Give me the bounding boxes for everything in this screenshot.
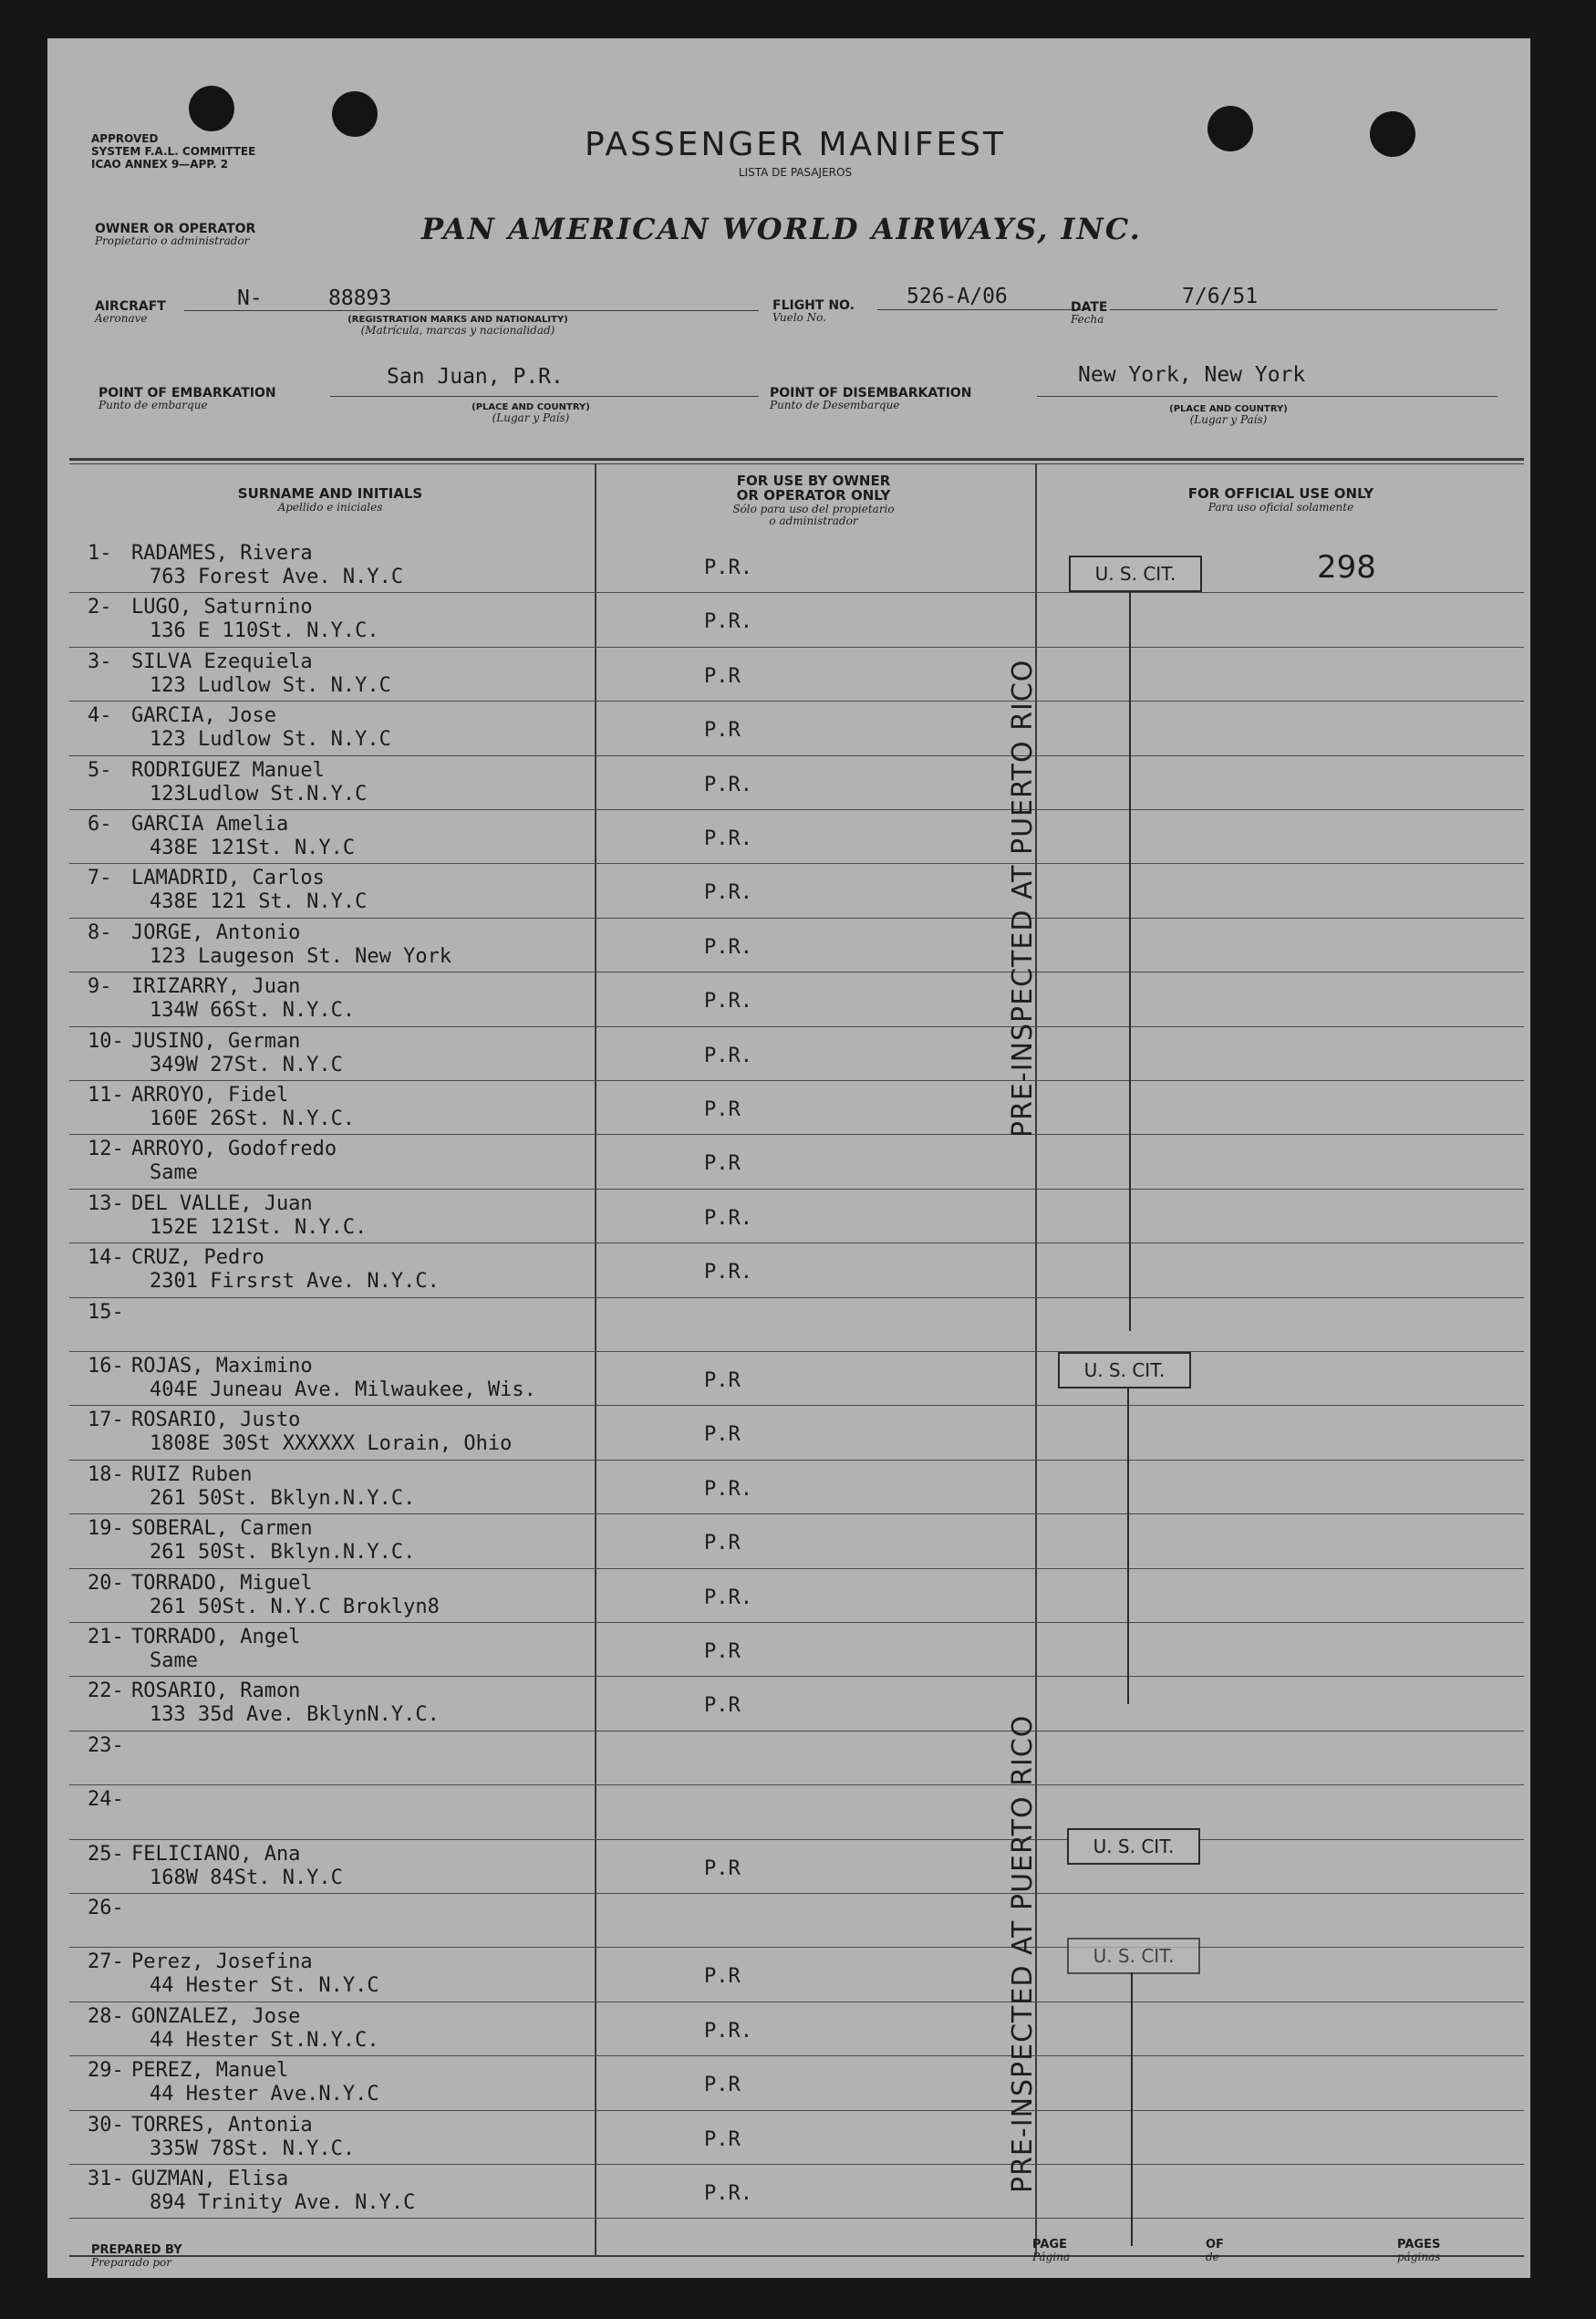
surname-column-header-es: Apellido e iniciales: [277, 501, 383, 514]
passenger-name: JORGE, Antonio: [131, 920, 301, 944]
owner-mark: P.R.: [704, 610, 752, 634]
embarkation-label: POINT OF EMBARKATION: [98, 386, 276, 400]
approval-note: APPROVED SYSTEM F.A.L. COMMITTEE ICAO ANNEX 9—APP. 2: [91, 132, 256, 171]
passenger-number: 4-: [88, 704, 112, 728]
passenger-number: 25-: [88, 1842, 124, 1866]
passenger-address: 261 50St. Bklyn.N.Y.C.: [150, 1541, 416, 1565]
owner-column-header-2: OR OPERATOR ONLY: [736, 487, 891, 504]
passenger-address: 44 Hester Ave.N.Y.C: [150, 2083, 379, 2106]
passenger-name: ARROYO, Fidel: [131, 1084, 289, 1107]
passenger-name: IRIZARRY, Juan: [131, 975, 301, 999]
registration-note-es: (Matrícula, marcas y nacionalidad): [360, 324, 555, 337]
passenger-number: 16-: [88, 1355, 124, 1378]
passenger-address: 152E 121St. N.Y.C.: [150, 1215, 368, 1239]
passenger-name: TORRADO, Miguel: [131, 1571, 313, 1595]
owner-mark: P.R.: [704, 773, 752, 796]
official-column-header: FOR OFFICIAL USE ONLY: [1187, 485, 1374, 502]
pages-label: PAGES: [1397, 2238, 1441, 2251]
passenger-number: 14-: [88, 1246, 124, 1270]
page-title: PASSENGER MANIFEST: [584, 126, 1007, 163]
passenger-name: SOBERAL, Carmen: [131, 1517, 313, 1541]
punch-hole: [1207, 106, 1253, 151]
owner-column-header: FOR USE BY OWNER: [736, 473, 891, 489]
embarkation-underline: [330, 396, 759, 397]
owner-mark: P.R.: [704, 556, 752, 579]
disembarkation-place-note: (PLACE AND COUNTRY): [1169, 404, 1288, 414]
passenger-name: DEL VALLE, Juan: [131, 1191, 313, 1215]
row-divider: [69, 2055, 1524, 2056]
row-divider: [69, 1134, 1524, 1135]
row-divider: [69, 1893, 1524, 1894]
passenger-name: RUIZ Ruben: [131, 1462, 253, 1486]
passenger-name: SILVA Ezequiela: [131, 650, 313, 673]
passenger-address: Same: [150, 1649, 198, 1672]
owner-mark: P.R.: [704, 2019, 752, 2043]
passenger-address: 160E 26St. N.Y.C.: [150, 1108, 356, 1130]
passenger-name: LAMADRID, Carlos: [131, 867, 325, 890]
passenger-number: 1-: [88, 542, 112, 565]
pre-inspected-stamp: PRE-INSPECTED AT PUERTO RICO: [1007, 1714, 1039, 2193]
owner-mark: P.R.: [704, 935, 752, 959]
owner-mark: P.R.: [704, 2182, 752, 2205]
passenger-address: 894 Trinity Ave. N.Y.C: [150, 2191, 416, 2214]
passenger-name: Perez, Josefina: [131, 1950, 313, 1974]
owner-mark: P.R: [704, 1965, 741, 1989]
registration-note: (REGISTRATION MARKS AND NATIONALITY): [347, 315, 568, 325]
passenger-address: 133 35d Ave. BklynN.Y.C.: [150, 1703, 440, 1727]
passenger-address: 136 E 110St. N.Y.C.: [150, 619, 379, 643]
passenger-number: 5-: [88, 758, 112, 782]
passenger-address: 438E 121 St. N.Y.C: [150, 890, 368, 914]
manifest-sheet: [47, 38, 1530, 2278]
row-divider: [69, 1784, 1524, 1785]
owner-value: PAN AMERICAN WORLD AIRWAYS, INC.: [421, 212, 1142, 246]
passenger-address: 123Ludlow St.N.Y.C: [150, 782, 368, 806]
passenger-name: RADAMES, Rivera: [131, 542, 313, 565]
prepared-by-label: PREPARED BY: [91, 2243, 182, 2257]
passenger-number: 6-: [88, 813, 112, 836]
passenger-count: 298: [1317, 549, 1376, 586]
embarkation-value: San Juan, P.R.: [387, 365, 564, 389]
row-divider: [69, 1026, 1524, 1027]
disembarkation-value: New York, New York: [1078, 363, 1306, 387]
row-divider: [69, 1676, 1524, 1677]
row-divider: [69, 1622, 1524, 1623]
aircraft-prefix: N-: [237, 286, 263, 310]
owner-mark: P.R.: [704, 881, 752, 905]
owner-mark: P.R.: [704, 990, 752, 1014]
passenger-name: TORRADO, Angel: [131, 1626, 301, 1648]
passenger-address: 168W 84St. N.Y.C: [150, 1866, 343, 1889]
owner-mark: P.R.: [704, 827, 752, 850]
passenger-number: 23-: [88, 1733, 124, 1757]
passenger-number: 28-: [88, 2004, 124, 2028]
row-divider: [69, 1189, 1524, 1190]
owner-label: OWNER OR OPERATOR: [95, 222, 256, 236]
passenger-number: 18-: [88, 1462, 124, 1486]
passenger-address: 123 Ludlow St. N.Y.C: [150, 673, 391, 697]
row-divider: [69, 1947, 1524, 1948]
row-divider: [69, 2218, 1524, 2219]
passenger-address: Same: [150, 1161, 198, 1185]
embarkation-place-note-es: (Lugar y País): [492, 411, 570, 424]
table-top-border: [69, 458, 1524, 461]
owner-label-es: Propietario o administrador: [95, 234, 250, 247]
row-divider: [69, 2110, 1524, 2111]
passenger-address: 763 Forest Ave. N.Y.C: [150, 566, 404, 588]
flight-underline: [877, 309, 1087, 310]
passenger-number: 24-: [88, 1788, 124, 1812]
us-citizen-stamp: U. S. CIT.: [1067, 1828, 1200, 1865]
punch-hole: [332, 91, 378, 137]
date-label: DATE: [1071, 300, 1108, 315]
owner-mark: P.R: [704, 1369, 741, 1392]
passenger-address: 1808E 30St XXXXXX Lorain, Ohio: [150, 1432, 513, 1456]
date-label-es: Fecha: [1071, 313, 1104, 326]
passenger-name: ARROYO, Godofredo: [131, 1138, 337, 1161]
passenger-number: 10-: [88, 1029, 124, 1053]
passenger-address: 335W 78St. N.Y.C.: [150, 2137, 356, 2160]
passenger-number: 7-: [88, 867, 112, 890]
flight-label-es: Vuelo No.: [772, 311, 826, 324]
row-divider: [69, 1839, 1524, 1840]
passenger-name: RODRIGUEZ Manuel: [131, 758, 325, 782]
aircraft-registration: 88893: [328, 286, 392, 310]
owner-mark: P.R: [704, 2127, 741, 2151]
owner-mark: P.R: [704, 1152, 741, 1176]
aircraft-label: AIRCRAFT: [95, 299, 166, 314]
passenger-number: 3-: [88, 650, 112, 673]
owner-mark: P.R.: [704, 1261, 752, 1284]
page-label: PAGE: [1032, 2238, 1067, 2251]
passenger-number: 20-: [88, 1571, 124, 1595]
owner-mark: P.R: [704, 1098, 741, 1121]
us-citizen-stamp: U. S. CIT.: [1069, 556, 1202, 592]
passenger-number: 9-: [88, 975, 112, 999]
disembarkation-underline: [1037, 396, 1498, 397]
pre-inspected-stamp: PRE-INSPECTED AT PUERTO RICO: [1007, 659, 1039, 1138]
row-divider: [69, 1297, 1524, 1298]
passenger-name: ROSARIO, Ramon: [131, 1679, 301, 1703]
row-divider: [69, 1513, 1524, 1514]
disembarkation-label: POINT OF DISEMBARKATION: [770, 386, 972, 400]
passenger-address: 404E Juneau Ave. Milwaukee, Wis.: [150, 1378, 536, 1401]
row-divider: [69, 1568, 1524, 1569]
passenger-name: ROSARIO, Justo: [131, 1409, 301, 1432]
passenger-name: JUSINO, German: [131, 1029, 301, 1053]
owner-mark: P.R: [704, 1640, 741, 1663]
passenger-number: 22-: [88, 1679, 124, 1703]
passenger-name: LUGO, Saturnino: [131, 596, 313, 619]
passenger-name: GARCIA Amelia: [131, 813, 289, 836]
row-divider: [69, 918, 1524, 919]
owner-mark: P.R: [704, 1532, 741, 1555]
passenger-name: FELICIANO, Ana: [131, 1842, 301, 1866]
row-divider: [69, 1405, 1524, 1406]
page-label-es: Página: [1032, 2251, 1071, 2263]
of-label: OF: [1206, 2238, 1224, 2251]
passenger-name: GUZMAN, Elisa: [131, 2168, 289, 2190]
passenger-number: 27-: [88, 1950, 124, 1974]
owner-mark: P.R: [704, 1694, 741, 1718]
embarkation-place-note: (PLACE AND COUNTRY): [472, 402, 590, 412]
us-citizen-stamp: U. S. CIT.: [1067, 1938, 1200, 1974]
passenger-number: 29-: [88, 2059, 124, 2083]
table-bottom-border: [69, 2255, 1524, 2257]
page-subtitle: LISTA DE PASAJEROS: [738, 166, 853, 179]
owner-mark: P.R: [704, 719, 741, 743]
passenger-name: PEREZ, Manuel: [131, 2059, 289, 2083]
owner-mark: P.R.: [704, 1044, 752, 1067]
flight-number: 526-A/06: [907, 285, 1008, 308]
passenger-number: 26-: [88, 1897, 124, 1919]
row-divider: [69, 592, 1524, 593]
passenger-number: 31-: [88, 2168, 124, 2190]
row-divider: [69, 647, 1524, 648]
passenger-address: 261 50St. N.Y.C Broklyn8: [150, 1595, 440, 1618]
bracket-line: [1131, 1972, 1133, 2246]
punch-hole: [1370, 111, 1415, 157]
bracket-line: [1127, 1387, 1129, 1704]
aircraft-label-es: Aeronave: [95, 312, 148, 325]
passenger-name: GARCIA, Jose: [131, 704, 276, 728]
date-underline: [1110, 309, 1498, 310]
surname-column-header: SURNAME AND INITIALS: [237, 485, 423, 502]
row-divider: [69, 1460, 1524, 1461]
passenger-number: 12-: [88, 1138, 124, 1161]
passenger-address: 349W 27St. N.Y.C: [150, 1053, 343, 1076]
row-divider: [69, 809, 1524, 810]
passenger-address: 438E 121St. N.Y.C: [150, 837, 356, 859]
flight-label: FLIGHT NO.: [772, 298, 855, 313]
official-column-header-es: Para uso oficial solamente: [1207, 501, 1354, 514]
row-divider: [69, 1351, 1524, 1352]
row-divider: [69, 2164, 1524, 2165]
passenger-number: 30-: [88, 2113, 124, 2137]
passenger-number: 13-: [88, 1191, 124, 1215]
row-divider: [69, 755, 1524, 756]
passenger-address: 123 Laugeson St. New York: [150, 944, 452, 968]
passenger-name: CRUZ, Pedro: [131, 1246, 264, 1270]
passenger-address: 123 Ludlow St. N.Y.C: [150, 728, 391, 752]
owner-mark: P.R: [704, 1423, 741, 1447]
passenger-address: 261 50St. Bklyn.N.Y.C.: [150, 1486, 416, 1510]
passenger-number: 15-: [88, 1300, 124, 1324]
passenger-number: 17-: [88, 1409, 124, 1432]
us-citizen-stamp: U. S. CIT.: [1058, 1352, 1191, 1388]
row-divider: [69, 1080, 1524, 1081]
passenger-number: 8-: [88, 920, 112, 944]
passenger-number: 21-: [88, 1626, 124, 1648]
row-divider: [69, 701, 1524, 702]
table-top-border-inner: [69, 463, 1524, 464]
passenger-number: 2-: [88, 596, 112, 619]
aircraft-underline: [184, 310, 759, 311]
owner-mark: P.R.: [704, 1477, 752, 1501]
passenger-address: 44 Hester St.N.Y.C.: [150, 2028, 379, 2052]
disembarkation-label-es: Punto de Desembarque: [770, 399, 900, 411]
owner-mark: P.R: [704, 664, 741, 688]
flight-date: 7/6/51: [1182, 285, 1259, 308]
punch-hole: [189, 86, 234, 131]
passenger-address: 134W 66St. N.Y.C.: [150, 999, 356, 1023]
owner-mark: P.R.: [704, 1206, 752, 1230]
bracket-line: [1129, 590, 1131, 1331]
passenger-name: ROJAS, Maximino: [131, 1355, 313, 1378]
owner-column-header-es-2: o administrador: [769, 515, 858, 527]
row-divider: [69, 863, 1524, 864]
prepared-by-label-es: Preparado por: [91, 2256, 172, 2269]
owner-mark: P.R: [704, 1856, 741, 1880]
owner-mark: P.R.: [704, 1586, 752, 1609]
of-label-es: de: [1206, 2251, 1219, 2263]
pages-label-es: páginas: [1397, 2251, 1441, 2263]
owner-column-header-es: Sólo para uso del propietario: [732, 503, 895, 515]
passenger-address: 44 Hester St. N.Y.C: [150, 1974, 379, 1998]
passenger-number: 19-: [88, 1517, 124, 1541]
passenger-name: GONZALEZ, Jose: [131, 2004, 301, 2028]
disembarkation-place-note-es: (Lugar y País): [1189, 413, 1268, 426]
passenger-address: 2301 Firsrst Ave. N.Y.C.: [150, 1270, 440, 1294]
column-divider: [595, 463, 596, 2255]
passenger-name: TORRES, Antonia: [131, 2113, 313, 2137]
owner-mark: P.R: [704, 2074, 741, 2097]
embarkation-label-es: Punto de embarque: [98, 399, 208, 411]
passenger-number: 11-: [88, 1084, 124, 1107]
